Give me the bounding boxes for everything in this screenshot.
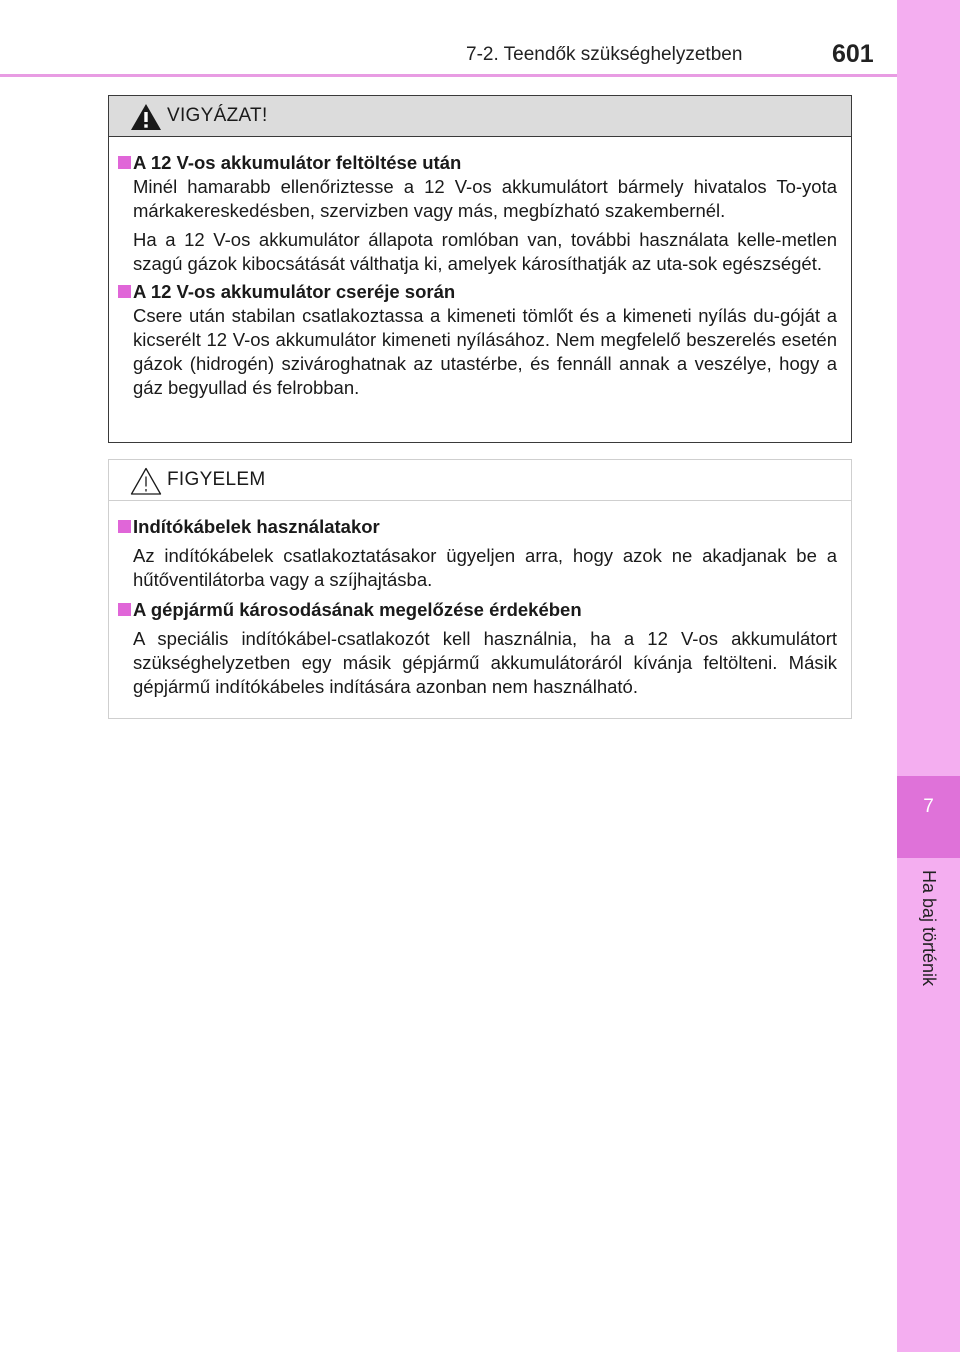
warning-item-heading: A 12 V-os akkumulátor cseréje során: [117, 280, 837, 304]
warning-item-heading: A 12 V-os akkumulátor feltöltése után: [117, 151, 837, 175]
warning-box-header: [109, 96, 851, 137]
warning-box-body: [109, 137, 851, 400]
square-bullet-icon: [118, 156, 131, 169]
notice-paragraph: A speciális indítókábel-csatlakozót kell használnia, ha a 12 V-os akkumulátort szükséghelyzetben egy másik gépjármű akkumulátoráról kívánja feltölteni. Másik gépjármű indítókábeles indítására azonban nem használható.: [133, 628, 837, 697]
square-bullet-icon: [118, 285, 131, 298]
square-bullet-icon: [118, 520, 131, 533]
notice-box-header: [109, 460, 851, 501]
chapter-side-tab: [897, 0, 960, 1352]
warning-title: VIGYÁZAT!: [167, 105, 268, 126]
notice-title: FIGYELEM: [167, 469, 266, 490]
notice-item-heading: Indítókábelek használatakor: [117, 515, 837, 539]
warning-paragraph: Ha a 12 V-os akkumulátor állapota romlóban van, további használata kelle-metlen szagú gázok kibocsátását válthatja ki, amelyek károsíthatják az uta-sok egészségét.: [133, 229, 837, 274]
chapter-label: Ha baj történik: [919, 870, 939, 987]
notice-item-heading: A gépjármű károsodásának megelőzése érdekében: [117, 598, 837, 622]
square-bullet-icon: [118, 603, 131, 616]
notice-box-body: [109, 501, 851, 699]
section-title: 7-2. Teendők szükséghelyzetben: [466, 44, 743, 65]
notice-box: [108, 459, 852, 719]
warning-paragraph: Csere után stabilan csatlakoztassa a kimeneti tömlőt és a kimeneti nyílás du-góját a kicserélt 12 V-os akkumulátor kimeneti nyílásához. Nem megfelelő beszerelés esetén gázok (hidrogén) szivároghatnak az utastérbe, és fennáll annak a veszélye, hogy a gáz begyullad és felrobban.: [133, 305, 837, 398]
header-divider: [0, 74, 897, 77]
warning-box: [108, 95, 852, 443]
notice-paragraph: Az indítókábelek csatlakoztatásakor ügyeljen arra, hogy azok ne akadjanak be a hűtőventilátorba vagy a szíjhajtásba.: [133, 545, 837, 590]
chapter-number: 7: [923, 796, 934, 817]
warning-triangle-filled-icon: [129, 102, 163, 132]
warning-triangle-outline-icon: [129, 466, 163, 496]
page-number: 601: [832, 40, 874, 68]
warning-paragraph: Minél hamarabb ellenőriztesse a 12 V-os akkumulátort bármely hivatalos To-yota márkakereskedésben, szervizben vagy más, megbízható szakembernél.: [133, 176, 837, 221]
